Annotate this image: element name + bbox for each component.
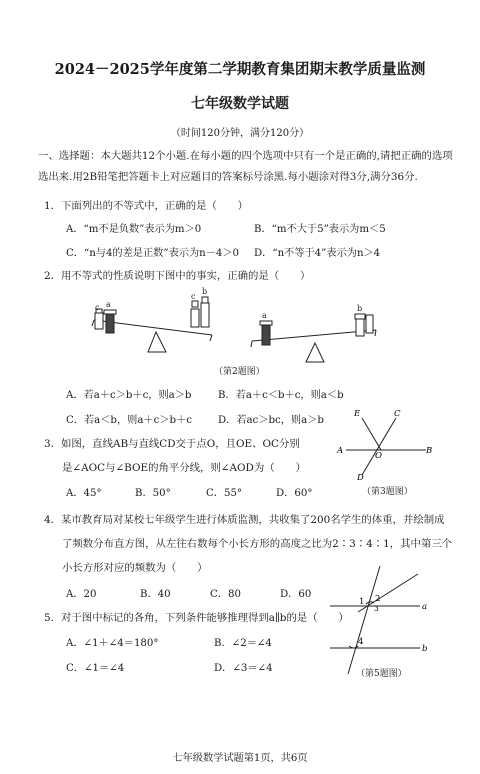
q2-option-d: D．若ac＞bc，则a＞b xyxy=(218,415,324,426)
q2-label-c-right: c xyxy=(191,292,196,301)
q1-option-b: B．“m不大于5”表示为m＜5 xyxy=(254,224,386,235)
q5-label-4: 4 xyxy=(358,637,364,647)
q2-stem: 2．用不等式的性质说明下图中的事实，正确的是（ ） xyxy=(44,270,311,282)
page-footer: 七年级数学试题第1页，共6页 xyxy=(172,753,308,764)
q3-option-b: B．50° xyxy=(135,488,171,499)
section-instructions-line1: 一、选择题：本大题共12个小题.在每小题的四个选项中只有一个是正确的,请把正确的选项 xyxy=(38,150,453,162)
q2-option-c: C．若a＜b，则a＋c＞b＋c xyxy=(66,415,192,426)
q3-option-d: D．60° xyxy=(276,488,313,499)
q5-option-a: A．∠1＋∠4＝180° xyxy=(66,638,159,649)
time-note: （时间120分钟，满分120分） xyxy=(170,128,310,139)
q3-label-B: B xyxy=(426,446,433,456)
q2-label-a-right: a xyxy=(262,311,267,320)
q5-option-c: C．∠1＝∠4 xyxy=(66,663,125,674)
q5-caption: （第5题图） xyxy=(356,669,407,679)
q4-option-d: D．60 xyxy=(280,589,312,600)
q5-stem: 5．对于图中标记的各角，下列条件能够推理得到a∥b的是（ ） xyxy=(44,612,349,624)
q5-label-1: 1 xyxy=(359,597,365,607)
q5-label-2: 2 xyxy=(375,594,381,604)
q2-label-c-left: c xyxy=(95,303,100,312)
q3-label-O: O xyxy=(375,451,382,461)
q1-stem: 1．下面列出的不等式中，正确的是（ ） xyxy=(44,200,249,212)
section-instructions-line2: 选出来.用2B铅笔把答题卡上对应题目的答案标号涂黑.每小题涂对得3分,满分36分. xyxy=(38,171,418,183)
q3-label-C: C xyxy=(394,409,401,419)
q1-option-c: C．“n与4的差是正数”表示为n－4＞0 xyxy=(66,248,240,259)
q2-caption: （第2题图） xyxy=(214,367,265,377)
q4-option-b: B．40 xyxy=(140,589,171,600)
q4-line1: 4．某市教育局对某校七年级学生进行体质监测，共收集了200名学生的体重，并绘制成 xyxy=(44,514,445,526)
q5-option-d: D．∠3＝∠4 xyxy=(214,663,273,674)
q4-option-a: A．20 xyxy=(66,589,97,600)
q2-option-a: A．若a＋c＞b＋c，则a＞b xyxy=(66,390,192,401)
q4-option-c: C．80 xyxy=(210,589,241,600)
q1-option-a: A．“m不是负数”表示为m＞0 xyxy=(66,224,202,235)
q3-label-A: A xyxy=(337,446,344,456)
q3-caption: （第3题图） xyxy=(362,487,413,497)
q3-line1: 3．如图，直线AB与直线CD交于点O，且OE、OC分别 xyxy=(44,438,300,450)
q3-option-c: C．55° xyxy=(206,488,243,499)
exam-title: 2024－2025学年度第二学期教育集团期末教学质量监测 xyxy=(54,61,426,78)
q5-label-a: a xyxy=(422,602,428,612)
q1-option-d: D．“n不等于4”表示为n＞4 xyxy=(254,248,381,259)
q3-label-E: E xyxy=(354,409,361,419)
q2-label-b-right2: b xyxy=(357,304,363,313)
q3-option-a: A．45° xyxy=(66,488,102,499)
q4-line2: 了频数分布直方图，从左往右数每个小长方形的高度之比为2∶3∶4∶1，其中第三个 xyxy=(62,538,453,550)
q5-option-b: B．∠2＝∠4 xyxy=(214,638,272,649)
q5-label-b: b xyxy=(422,644,428,654)
q2-option-b: B．若a＋c＜b＋c，则a＜b xyxy=(218,390,344,401)
q3-line2: 是∠AOC与∠BOE的角平分线，则∠AOD为（ ） xyxy=(62,462,306,474)
q2-label-a-left: a xyxy=(106,300,111,309)
q3-label-D: D xyxy=(357,473,364,483)
exam-subtitle: 七年级数学试题 xyxy=(191,96,289,112)
q2-label-b-right: b xyxy=(202,287,208,296)
q4-line3: 小长方形对应的频数为（ ） xyxy=(62,562,208,574)
q5-label-3: 3 xyxy=(374,604,379,613)
